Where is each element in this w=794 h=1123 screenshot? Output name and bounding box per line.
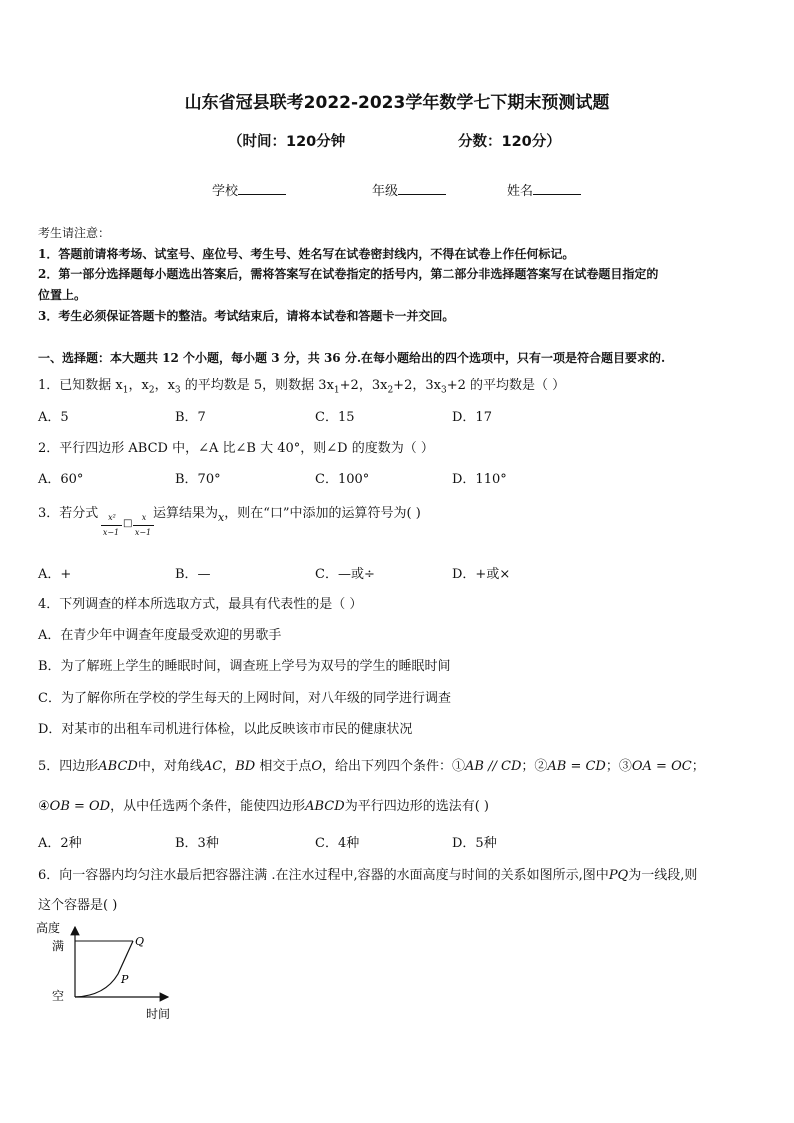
- question-4: 4．下列调查的样本所选取方式，最具有代表性的是（ ）: [38, 597, 363, 612]
- q5-text: ，: [222, 759, 236, 774]
- point-q-label: Q: [135, 935, 145, 948]
- q5-math: ABCD: [98, 759, 138, 774]
- q5-option-b: B．3种: [175, 836, 219, 851]
- q3-variable: x: [218, 511, 225, 524]
- q3-text: 3．若分式: [38, 506, 99, 521]
- question-5-cont: [38, 795, 489, 814]
- note-2-cont: 位置上。: [38, 288, 87, 302]
- q5-text: ④: [38, 799, 50, 814]
- q6-math: PQ: [608, 868, 629, 883]
- notes-heading: 考生请注意：: [38, 226, 111, 240]
- point-p-label: P: [121, 973, 129, 986]
- q1-text: +2，3x: [393, 378, 441, 393]
- name-blank: [533, 182, 581, 195]
- x-axis-label: 时间: [146, 1007, 171, 1021]
- note-1: 1．答题前请将考场、试室号、座位号、考生号、姓名写在试卷密封线内，不得在试卷上作任何标记。: [38, 247, 575, 261]
- q5-text: ，从中任选两个条件，能使四边形: [110, 799, 306, 814]
- q1-option-d: D．17: [452, 410, 492, 425]
- note-3: 3．考生必须保证答题卡的整洁。考试结束后，请将本试卷和答题卡一并交回。: [38, 309, 455, 323]
- school-label: 学校: [212, 184, 239, 199]
- question-6-cont: 这个容器是( ): [38, 898, 118, 913]
- q5-condition-3: OA = OC: [631, 759, 692, 774]
- q3-option-a: A．+: [38, 567, 72, 582]
- q1-option-c: C．15: [315, 410, 355, 425]
- q5-math: ABCD: [305, 799, 345, 814]
- q5-text: 中，对角线: [137, 759, 203, 774]
- q5-option-d: D．5种: [452, 836, 497, 851]
- q5-math: BD: [235, 759, 256, 774]
- school-blank: [238, 182, 286, 195]
- q4-option-a: A．在青少年中调查年度最受欢迎的男歌手: [38, 628, 282, 643]
- q1-sub: 1: [122, 385, 129, 396]
- q3-stem-cont: [153, 502, 421, 524]
- page-title: 山东省冠县联考2022-2023学年数学七下期末预测试题: [184, 93, 610, 113]
- q3-denominator-1: x−1: [102, 528, 120, 537]
- q5-text: ；: [691, 759, 705, 774]
- exam-score: 分数：120分）: [458, 134, 561, 150]
- q1-text: +2 的平均数是（ ）: [446, 378, 566, 393]
- q3-numerator-1: x²: [108, 513, 116, 522]
- q3-fraction-expression: [100, 513, 156, 543]
- q3-option-d: D．+或×: [452, 567, 511, 582]
- q2-option-b: B．70°: [175, 472, 221, 487]
- q2-option-a: A．60°: [38, 472, 84, 487]
- q3-option-c: C．—或÷: [315, 567, 375, 582]
- q1-text: ，x: [154, 378, 175, 393]
- school-field: [212, 180, 286, 199]
- q1-sub: 2: [148, 385, 155, 396]
- q5-text: 为平行四边形的选法有( ): [344, 799, 489, 814]
- q4-option-b: B．为了解班上学生的睡眠时间，调查班上学号为双号的学生的睡眠时间: [38, 659, 451, 674]
- q1-option-a: A．5: [38, 410, 69, 425]
- q5-text: 5．四边形: [38, 759, 99, 774]
- exam-time: （时间：120分钟: [228, 134, 346, 150]
- grade-blank: [398, 182, 446, 195]
- q1-sub: 3: [174, 385, 181, 396]
- note-2: 2．第一部分选择题每小题选出答案后，需将答案写在试卷指定的括号内，第二部分非选择题答案写在试卷题目指定的: [38, 267, 659, 281]
- q5-text: ，给出下列四个条件：①: [322, 759, 466, 774]
- q5-text: ；③: [605, 759, 632, 774]
- q1-text: +2，3x: [339, 378, 388, 393]
- q1-text: 的平均数是 5，则数据 3x: [180, 378, 334, 393]
- q5-option-c: C．4种: [315, 836, 360, 851]
- name-field: [507, 180, 581, 199]
- q3-text: 运算结果为: [153, 506, 219, 521]
- grade-label: 年级: [372, 184, 399, 199]
- q3-option-b: B．—: [175, 567, 211, 582]
- q1-sub: 3: [440, 385, 447, 396]
- grade-field: [372, 180, 446, 199]
- q5-condition-4: OB = OD: [49, 799, 111, 814]
- q3-fraction-bar-2: [133, 525, 154, 526]
- name-label: 姓名: [507, 184, 534, 199]
- y-axis-label: 高度: [36, 921, 61, 935]
- q3-numerator-2: x: [141, 513, 147, 522]
- q5-math: O: [311, 759, 323, 774]
- q5-text: 相交于点: [255, 759, 312, 774]
- height-curve: [75, 941, 133, 997]
- empty-label: 空: [52, 989, 65, 1003]
- q5-math: AC: [202, 759, 223, 774]
- q4-option-d: D．对某市的出租车司机进行体检，以此反映该市市民的健康状况: [38, 722, 413, 737]
- q2-option-c: C．100°: [315, 472, 370, 487]
- q1-text: 1．已知数据 x: [38, 378, 123, 393]
- q5-condition-2: AB = CD: [547, 759, 606, 774]
- q5-condition-1: AB // CD: [465, 759, 522, 774]
- q4-option-c: C．为了解你所在学校的学生每天的上网时间，对八年级的同学进行调查: [38, 691, 451, 706]
- q3-fraction-bar-1: [101, 525, 122, 526]
- q1-option-b: B．7: [175, 410, 206, 425]
- question-1: [38, 374, 565, 396]
- q6-text: 为一线段,则: [628, 868, 698, 883]
- height-time-graph: [30, 916, 190, 1026]
- section-heading: 一、选择题：本大题共 12 个小题，每小题 3 分，共 36 分.在每小题给出的四个选项中，只有一项是符合题目要求的.: [38, 351, 666, 365]
- q3-box: □: [123, 518, 133, 529]
- q1-text: ，x: [128, 378, 149, 393]
- question-6: [38, 864, 697, 883]
- q3-text: ，则在“口”中添加的运算符号为( ): [224, 506, 421, 521]
- q1-sub: 1: [333, 385, 340, 396]
- full-label: 满: [52, 939, 65, 953]
- q2-option-d: D．110°: [452, 472, 507, 487]
- q5-text: ；②: [521, 759, 548, 774]
- q3-denominator-2: x−1: [134, 528, 152, 537]
- q6-text: 6．向一容器内均匀注水最后把容器注满 .在注水过程中,容器的水面高度与时间的关系如图所示,图中: [38, 868, 609, 883]
- question-3: [38, 502, 98, 521]
- question-2: 2．平行四边形 ABCD 中，∠A 比∠B 大 40°，则∠D 的度数为（ ）: [38, 441, 434, 456]
- q5-option-a: A．2种: [38, 836, 82, 851]
- q1-sub: 2: [387, 385, 394, 396]
- question-5: [38, 755, 705, 774]
